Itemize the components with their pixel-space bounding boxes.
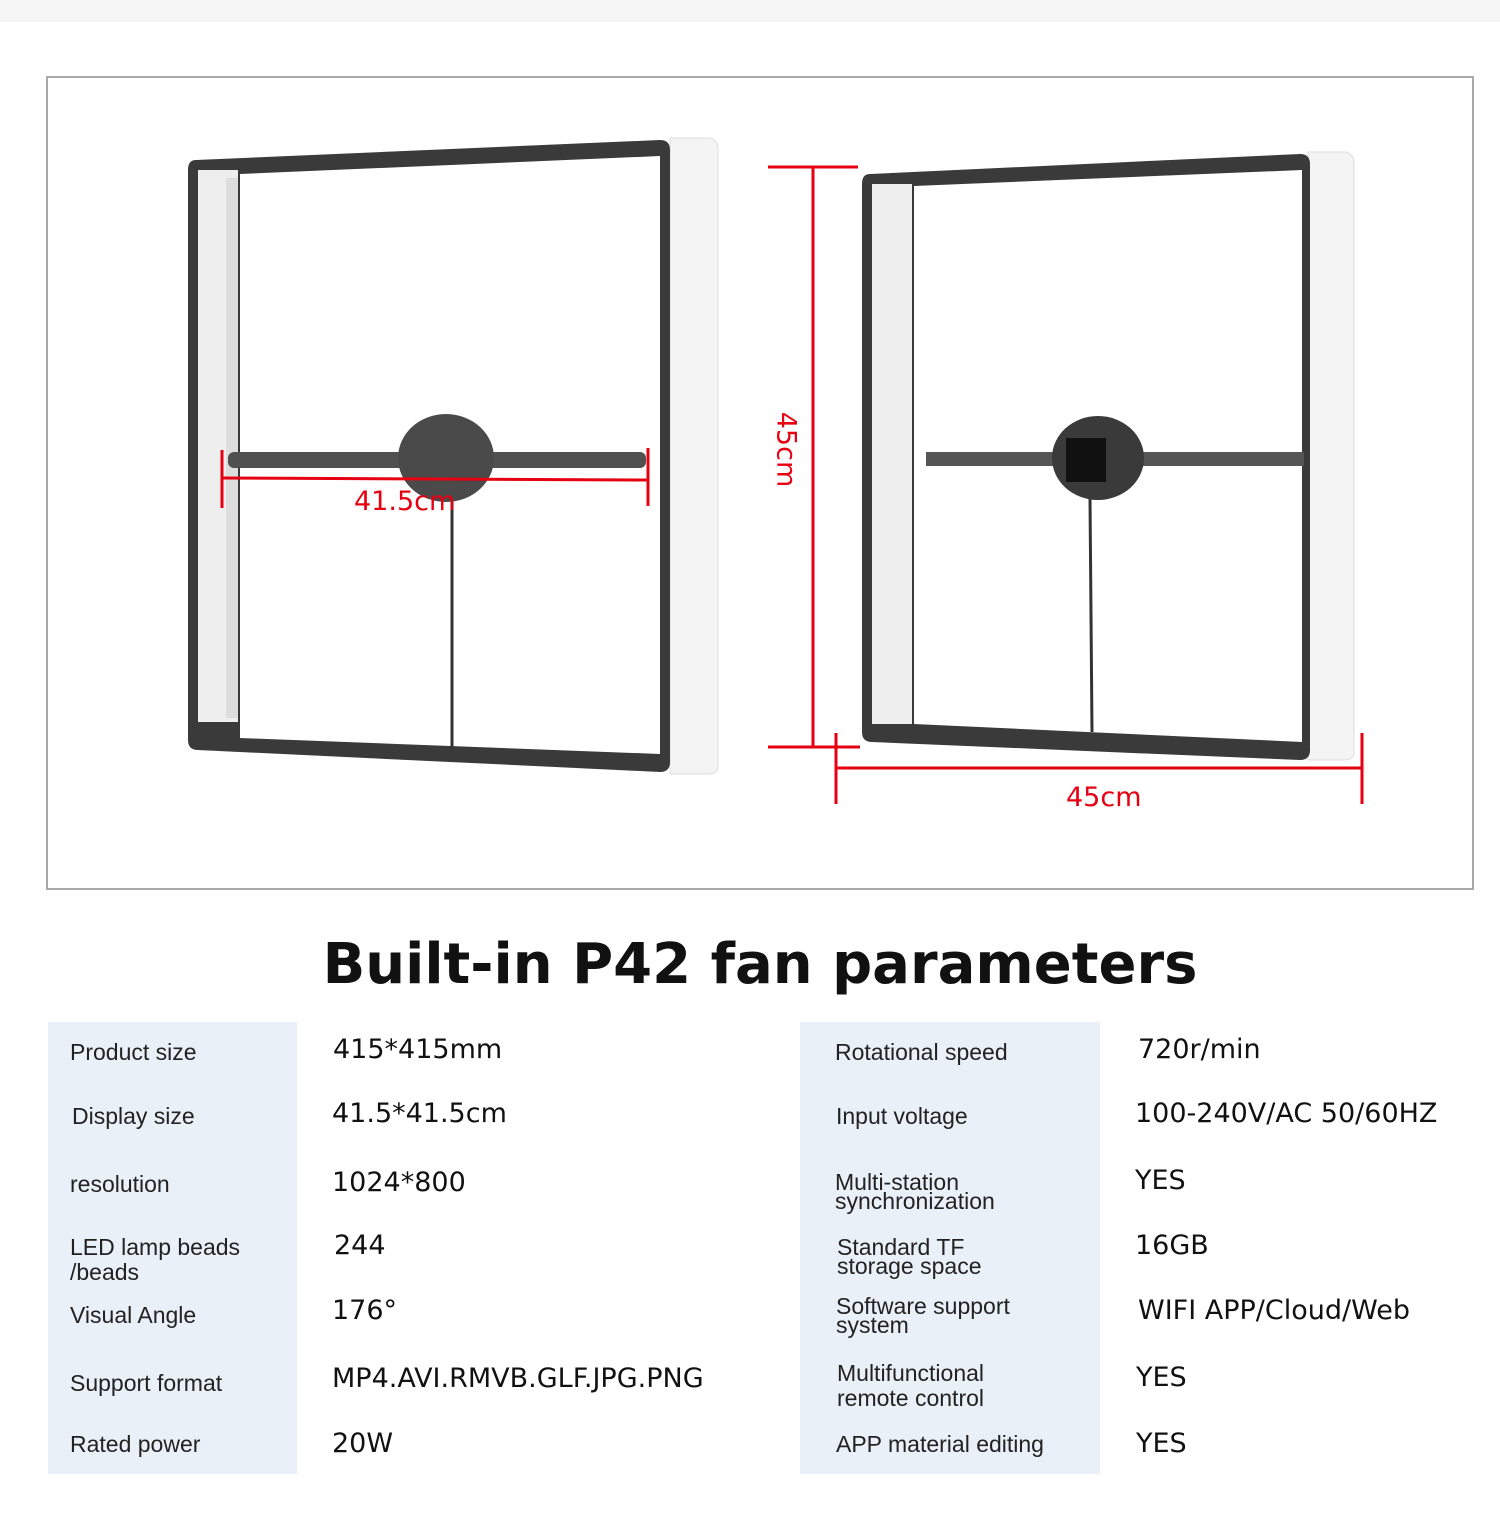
spec-label: APP material editing [836,1431,1044,1457]
spec-value: 16GB [1135,1230,1209,1261]
hologram-fan-frames-illustration [48,78,1472,888]
spec-value: 415*415mm [333,1034,503,1065]
spec-label: Display size [72,1103,195,1129]
spec-label: Software support system [836,1293,1010,1338]
spec-value: WIFI APP/Cloud/Web [1138,1295,1410,1326]
spec-value: 176° [332,1295,398,1326]
height-dimension-label: 45cm [770,411,802,488]
spec-value: 100-240V/AC 50/60HZ [1135,1098,1438,1129]
spec-value: YES [1136,1428,1187,1459]
outer-width-dimension-label: 45cm [1066,782,1142,813]
spec-value: YES [1136,1362,1187,1393]
spec-value: 244 [334,1230,386,1261]
page-title: Built-in P42 fan parameters [322,932,1198,997]
spec-label: Product size [70,1039,197,1065]
spec-label: Rotational speed [835,1039,1008,1065]
spec-label: Standard TF storage space [837,1234,982,1279]
spec-value: 1024*800 [332,1167,466,1198]
spec-label: Multi-station synchronization [835,1169,995,1214]
spec-label: Multifunctional remote control [837,1360,985,1411]
spec-value: YES [1135,1165,1186,1196]
spec-value: 41.5*41.5cm [332,1098,507,1129]
spec-value: 20W [332,1428,394,1459]
width-dimension-label: 41.5cm [354,486,456,517]
front-frame-drawing [188,138,718,774]
spec-label: Rated power [70,1431,201,1457]
spec-value: MP4.AVI.RMVB.GLF.JPG.PNG [332,1363,704,1394]
spec-label: Visual Angle [70,1302,197,1328]
top-strip [0,0,1500,22]
spec-label: Support format [70,1370,223,1396]
side-frame-drawing [768,152,1362,804]
spec-value: 720r/min [1138,1034,1261,1065]
spec-label: LED lamp beads /beads [70,1234,241,1285]
spec-label: Input voltage [836,1103,968,1129]
product-image-panel [46,76,1474,890]
spec-label: resolution [70,1171,170,1197]
